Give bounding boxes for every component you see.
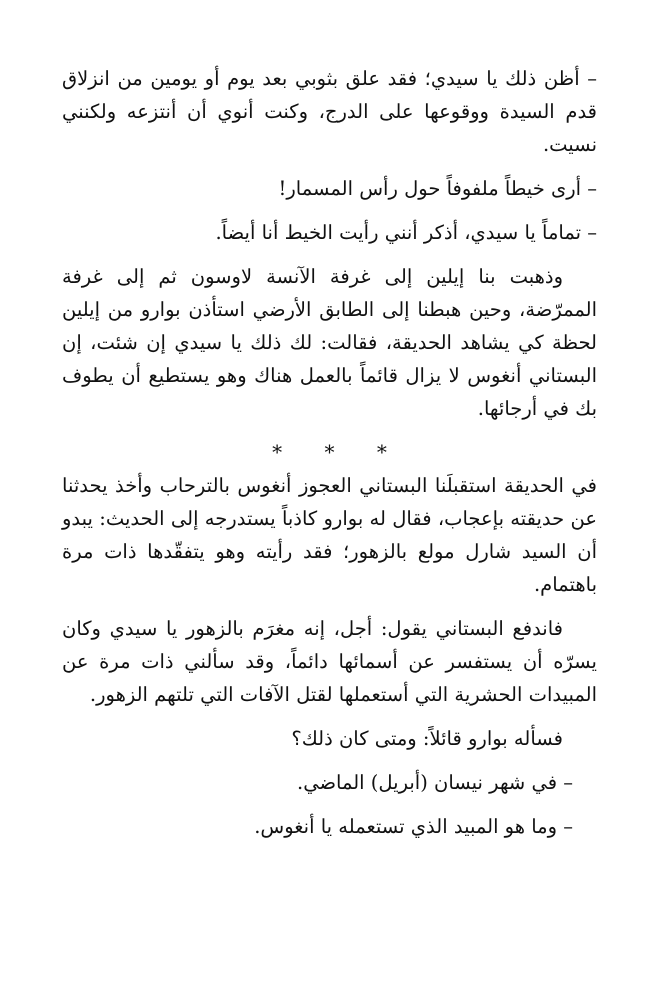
paragraph-answer-april: – في شهر نيسان (أبريل) الماضي. [297, 771, 573, 794]
paragraph-dialogue-thread: – أظن ذلك يا سيدي؛ فقد علق بثوبي بعد يوم أو يومين من انزلاق قدم السيدة ووقوعها على الدرج، وكنت أنوي أن أنتزعه ولكنني نسيت. [62, 67, 597, 156]
paragraph-dialogue-confirm: – تماماً يا سيدي، أذكر أنني رأيت الخيط أنا أيضاً. [215, 221, 597, 244]
paragraph-gardener: فاندفع البستاني يقول: أجل، إنه مغرَم بالزهور يا سيدي وكان يسرّه أن يستفسر عن أسمائها دائماً، وقد سألني ذات مرة عن المبيدات الحشرية التي أستعملها لقتل الآفات التي تلتهم الزهور. [62, 617, 597, 706]
paragraph-dialogue-nail: – أرى خيطاً ملفوفاً حول رأس المسمار! [278, 177, 597, 200]
paragraph-question: فسأله بوارو قائلاً: ومتى كان ذلك؟ [291, 727, 563, 750]
paragraph-question-pesticide: – وما هو المبيد الذي تستعمله يا أنغوس. [254, 815, 573, 838]
section-separator: * * * [272, 440, 405, 464]
paragraph-narration-ellen: وذهبت بنا إيلين إلى غرفة الآنسة لاوسون ثم إلى غرفة الممرّضة، وحين هبطنا إلى الطابق الأرضي استأذن بوارو من إيلين لحظة كي يشاهد الحديقة، فقالت: لك ذلك يا سيدي إن شئت، إن البستاني أنغوس لا يزال قائماً بالعمل هناك وهو يستطيع أن يطوف بك في أرجائها. [62, 265, 597, 420]
paragraph-garden: في الحديقة استقبلَنا البستاني العجوز أنغوس بالترحاب وأخذ يحدثنا عن حديقته بإعجاب، فقال له بوارو كاذباً يستدرجه إلى الحديث: يبدو أن السيد شارل مولع بالزهور؛ فقد رأيته وهو يتفقّدها ذات مرة باهتمام. [62, 474, 597, 596]
text-column [62, 62, 597, 843]
